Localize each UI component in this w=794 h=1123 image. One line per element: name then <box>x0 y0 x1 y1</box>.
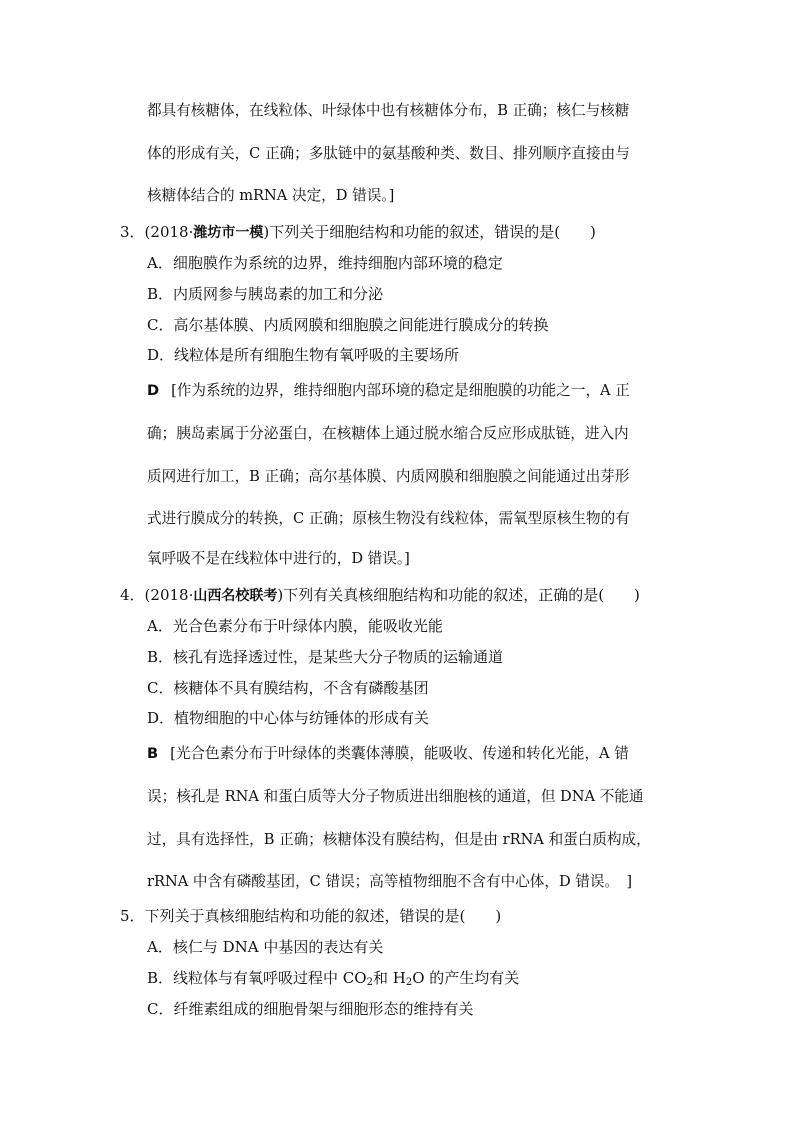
option-c: C．高尔基体膜、内质网膜和细胞膜之间能进行膜成分的转换 <box>147 316 549 334</box>
explanation-line: 核糖体结合的 mRNA 决定，D 错误。] <box>147 187 395 204</box>
explanation-line <box>147 744 629 764</box>
explanation-text: [作为系统的边界，维持细胞内部环境的稳定是细胞膜的功能之一，A 正 <box>171 382 630 399</box>
subscript: 2 <box>405 977 413 988</box>
explanation-line: 都具有核糖体，在线粒体、叶绿体中也有核糖体分布，B 正确；核仁与核糖 <box>147 102 630 119</box>
answer-key: D <box>147 382 160 399</box>
option-b: B．核孔有选择透过性，是某些大分子物质的运输通道 <box>147 648 504 666</box>
question-3-stem <box>120 222 596 243</box>
explanation-line: 过，具有选择性，B 正确；核糖体没有膜结构，但是由 rRNA 和蛋白质构成， <box>147 831 651 848</box>
explanation-line: 误；核孔是 RNA 和蛋白质等大分子物质进出细胞核的通道，但 DNA 不能通 <box>147 788 644 805</box>
question-text: 下列关于真核细胞结构和功能的叙述，错误的是( ) <box>144 907 502 925</box>
explanation-line: 体的形成有关，C 正确；多肽链中的氨基酸种类、数目、排列顺序直接由与 <box>147 145 630 162</box>
explanation-line: 质网进行加工，B 正确；高尔基体膜、内质网膜和细胞膜之间能通过出芽形 <box>147 468 630 485</box>
question-number: 3． <box>120 223 145 241</box>
explanation-text: [光合色素分布于叶绿体的类囊体薄膜，能吸收、传递和转化光能，A 错 <box>170 745 629 762</box>
question-text: )下列有关真核细胞结构和功能的叙述，正确的是( ) <box>277 586 640 604</box>
option-d: D．线粒体是所有细胞生物有氧呼吸的主要场所 <box>147 346 460 364</box>
option-text: B．线粒体与有氧呼吸过程中 CO <box>147 969 367 987</box>
option-text: 和 H <box>372 969 406 987</box>
question-4-stem <box>120 585 640 606</box>
explanation-line <box>147 381 630 401</box>
option-c: C．核糖体不具有膜结构，不含有磷酸基团 <box>147 679 429 697</box>
question-5-stem <box>120 906 501 926</box>
question-number: 5． <box>120 907 145 925</box>
explanation-line: 式进行膜成分的转换，C 正确；原核生物没有线粒体，需氧型原核生物的有 <box>147 510 630 527</box>
option-a: A．核仁与 DNA 中基因的表达有关 <box>147 938 384 956</box>
option-b: B．内质网参与胰岛素的加工和分泌 <box>147 285 384 303</box>
explanation-line: 氧呼吸不是在线粒体中进行的，D 错误。] <box>147 550 410 567</box>
question-source: 潍坊市一模 <box>193 225 264 241</box>
question-source: 山西名校联考 <box>193 588 278 604</box>
question-source-prefix: (2018· <box>144 223 194 241</box>
option-d: D．植物细胞的中心体与纺锤体的形成有关 <box>147 709 430 727</box>
explanation-line: rRNA 中含有磷酸基团，C 错误；高等植物细胞不含有中心体，D 错误。 ] <box>147 873 633 890</box>
question-source-prefix: (2018· <box>144 586 194 604</box>
answer-key: B <box>147 745 159 762</box>
option-a: A．细胞膜作为系统的边界，维持细胞内部环境的稳定 <box>147 254 503 272</box>
explanation-line: 确；胰岛素属于分泌蛋白，在核糖体上通过脱水缩合反应形成肽链，进入内 <box>147 425 629 442</box>
option-c: C．纤维素组成的细胞骨架与细胞形态的维持有关 <box>147 1000 474 1018</box>
option-a: A．光合色素分布于叶绿体内膜，能吸收光能 <box>147 617 443 635</box>
question-number: 4． <box>120 586 145 604</box>
option-b <box>147 968 519 988</box>
option-text: O 的产生均有关 <box>412 969 520 987</box>
subscript: 2 <box>366 977 373 988</box>
question-text: )下列关于细胞结构和功能的叙述，错误的是( ) <box>263 223 596 241</box>
